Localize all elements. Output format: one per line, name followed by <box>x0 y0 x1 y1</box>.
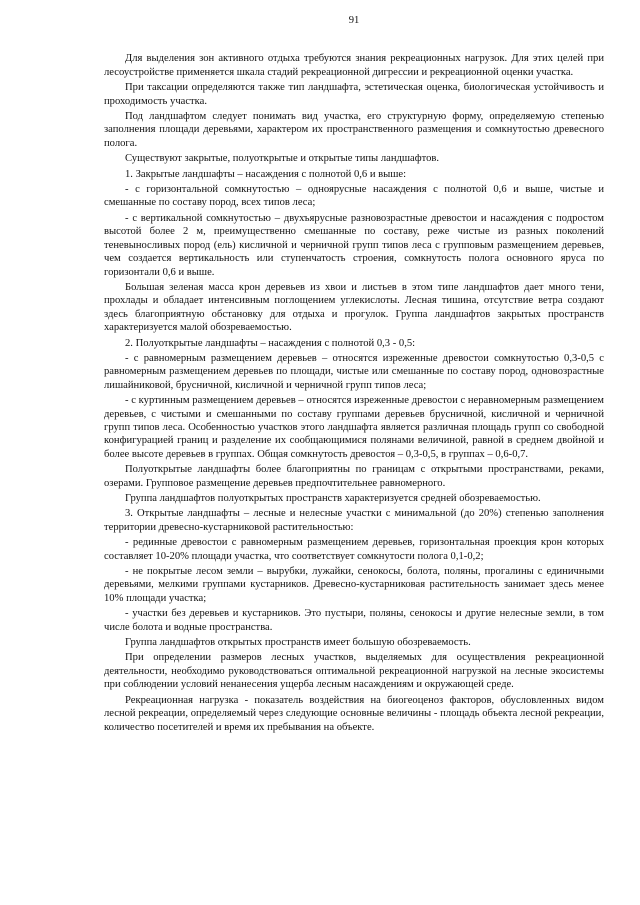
paragraph-open-sparse: - рединные древостои с равномерным размещением деревьев, горизонтальная проекция крон которых составляет 10-20% площади участка, что соответствует сомкнутости полога 0,1-0,2; <box>104 537 604 562</box>
paragraph-open-unforested: - не покрытые лесом земли – вырубки, лужайки, сенокосы, болота, поляны, прогалины с единичными деревьями, мелкими группами кустарников. Древесно-кустарниковая растительность занимает здесь менее 10% площади участка; <box>104 566 604 604</box>
paragraph-semiopen-visibility: Группа ландшафтов полуоткрытых пространств характеризуется средней обозреваемостью. <box>125 493 541 504</box>
paragraph-open-treeless: - участки без деревьев и кустарников. Это пустыри, поляны, сенокосы и другие нелесные земли, в том числе болота и водные пространства. <box>104 608 604 633</box>
paragraph-semiopen-uniform: - с равномерным размещением деревьев – относятся изреженные древостои сомкнутостью 0,3-0,5 с равномерным размещением деревьев по площади, чистые или смешанные по составу пород, одновозрастные лишайниковой, брусничной, кисличной и черничной групп типов леса; <box>104 352 604 391</box>
paragraph-semiopen-clumped: - с куртинным размещением деревьев – относятся изреженные древостои с неравномерным размещением деревьев, с чистыми и смешанными по составу группами деревьев брусничной, кисличной и черничной групп типов леса. Особенностью участков этого ландшафта является различная площадь групп со свободной конфигурацией границ и разделение их сообщающимися полянами величиной, равной в среднем двойной и более высоте деревьев в группах. Общая сомкнутость древостоя – 0,3-0,5, в группах – 0,6-0,7. <box>104 395 604 460</box>
paragraph-closed-vertical: - с вертикальной сомкнутостью – двухъярусные разновозрастные древостои и насаждения с подростом высотой более 2 м, преимущественно смешанные по составу, реже чистые из разных поколений теневыносливых пород (ель) кисличной и черничной групп типов леса с групповым размещением деревьев, чем создается вертикальность или ступенчатость строения, сомкнутость полога основного яруса по горизонтали 0,6 и выше. <box>104 212 604 278</box>
paragraph-taxation: При таксации определяются также тип ландшафта, эстетическая оценка, биологическая устойчивость и проходимость участка. <box>104 82 604 107</box>
paragraph-intro: Для выделения зон активного отдыха требуются знания рекреационных нагрузок. Для этих целей при лесоустройстве применяется шкала стадий рекреационной дигрессии и рекреационной оценки участка. <box>104 53 604 78</box>
paragraph-semiopen-heading: 2. Полуоткрытые ландшафты – насаждения с полнотой 0,3 - 0,5: <box>125 337 416 349</box>
paragraph-landscape-types: Существуют закрытые, полуоткрытые и открытые типы ландшафтов. <box>125 153 440 165</box>
paragraph-semiopen-favorable: Полуоткрытые ландшафты более благоприятны по границам с открытыми пространствами, реками, озерами. Групповое размещение деревьев предпочтительнее равномерного. <box>104 464 604 489</box>
paragraph-landscape-definition: Под ландшафтом следует понимать вид участка, его структурную форму, определяемую степенью заполнения площади деревьями, характером их пространственного размещения и сомкнутостью древесного полога. <box>104 111 604 149</box>
paragraph-open-visibility: Группа ландшафтов открытых пространств имеет большую обозреваемость. <box>125 637 471 649</box>
paragraph-recreation-sizing: При определении размеров лесных участков, выделяемых для осуществления рекреационной деятельности, необходимо руководствоваться оптимальной рекреационной нагрузкой на лесные экосистемы при соблюдении условий ненанесения ущерба лесным насаждениям и окружающей среде. <box>104 652 604 691</box>
paragraph-closed-horizontal: - с горизонтальной сомкнутостью – одноярусные насаждения с полнотой 0,6 и выше, чистые и смешанные по составу пород, всех типов леса; <box>104 184 604 209</box>
paragraph-recreation-load: Рекреационная нагрузка - показатель воздействия на биогеоценоз факторов, обусловленных видом лесной рекреации, определяемый через следующие основные величины - площадь объекта лесной рекреации, количество посетителей и время их пребывания на объекте. <box>104 694 604 733</box>
paragraph-closed-description: Большая зеленая масса крон деревьев из хвои и листьев в этом типе ландшафтов дает много тени, прохлады и обладает интенсивным поглощением углекислоты. Лесная тишина, отсутствие ветра создают здесь благоприятную обстановку для отдыха и прогулок. Группа ландшафтов закрытых пространств характеризуется малой обозреваемостью. <box>104 281 604 334</box>
page-number: 91 <box>348 15 360 26</box>
paragraph-closed-heading: 1. Закрытые ландшафты – насаждения с полнотой 0,6 и выше: <box>125 168 407 180</box>
paragraph-open-heading: 3. Открытые ландшафты – лесные и нелесные участки с минимальной (до 20%) степенью заполнения территории древесно-кустарниковой растительностью: <box>104 508 604 533</box>
